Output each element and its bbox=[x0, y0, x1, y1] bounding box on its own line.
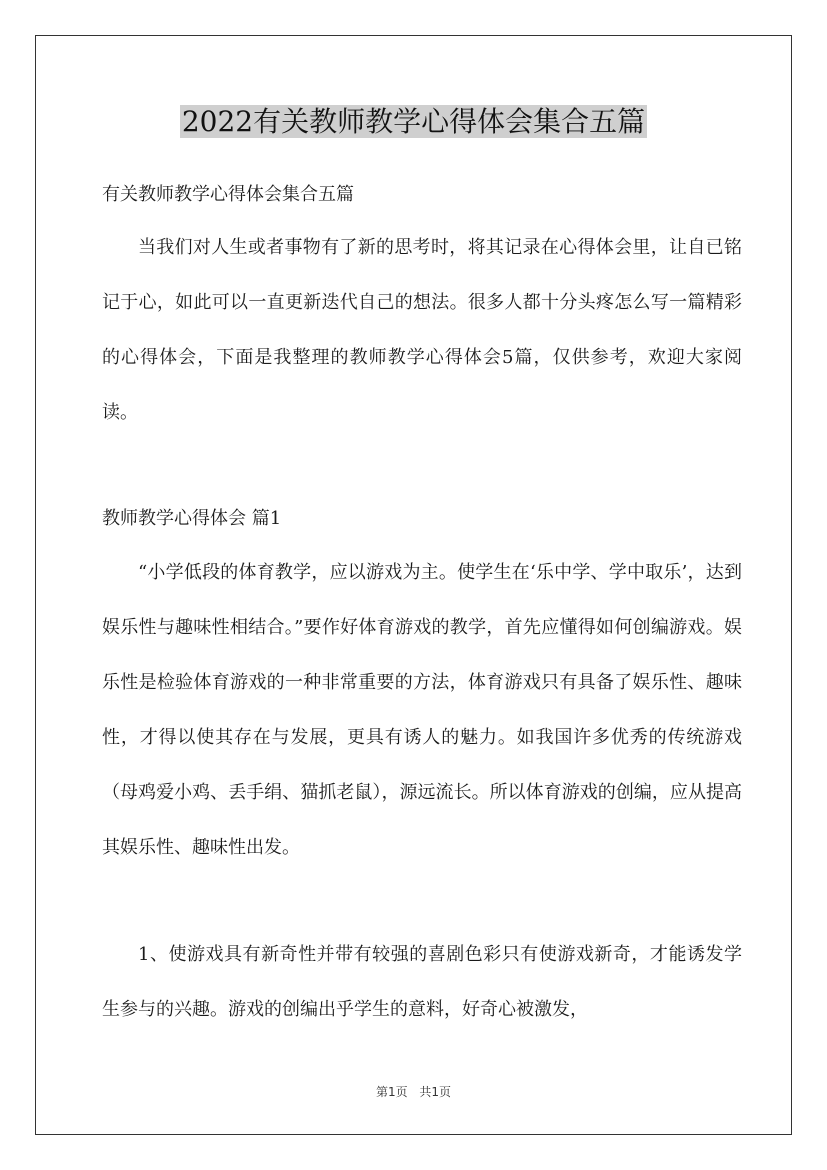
section-heading: 教师教学心得体会 篇1 bbox=[102, 508, 282, 529]
page-footer bbox=[0, 1083, 827, 1100]
section-paragraph-2: 1、使游戏具有新奇性并带有较强的喜剧色彩只有使游戏新奇，才能诱发学生参与的兴趣。游戏的创编出乎学生的意料，好奇心被激发， bbox=[102, 944, 742, 1020]
page-total: 共1页 bbox=[419, 1085, 452, 1099]
intro-paragraph: 当我们对人生或者事物有了新的思考时，将其记录在心得体会里，让自已铭记于心，如此可以一直更新迭代自己的想法。很多人都十分头疼怎么写一篇精彩的心得体会，下面是我整理的教师教学心得体会5篇，仅供参考，欢迎大家阅读。 bbox=[102, 237, 742, 423]
section-paragraph-1: “小学低段的体育教学，应以游戏为主。使学生在‘乐中学、学中取乐’，达到娱乐性与趣味性相结合。”要作好体育游戏的教学，首先应懂得如何创编游戏。娱乐性是检验体育游戏的一种非常重要的方法，体育游戏只有具备了娱乐性、趣味性，才得以使其存在与发展，更具有诱人的魅力。如我国许多优秀的传统游戏（母鸡爱小鸡、丢手绢、猫抓老鼠），源远流长。所以体育游戏的创编，应从提高其娱乐性、趣味性出发。 bbox=[102, 562, 742, 858]
document-title: 2022有关教师教学心得体会集合五篇 bbox=[181, 105, 646, 138]
document-subtitle: 有关教师教学心得体会集合五篇 bbox=[102, 184, 354, 205]
page-number: 第1页 bbox=[375, 1085, 408, 1099]
document-title-wrapper bbox=[0, 100, 827, 144]
